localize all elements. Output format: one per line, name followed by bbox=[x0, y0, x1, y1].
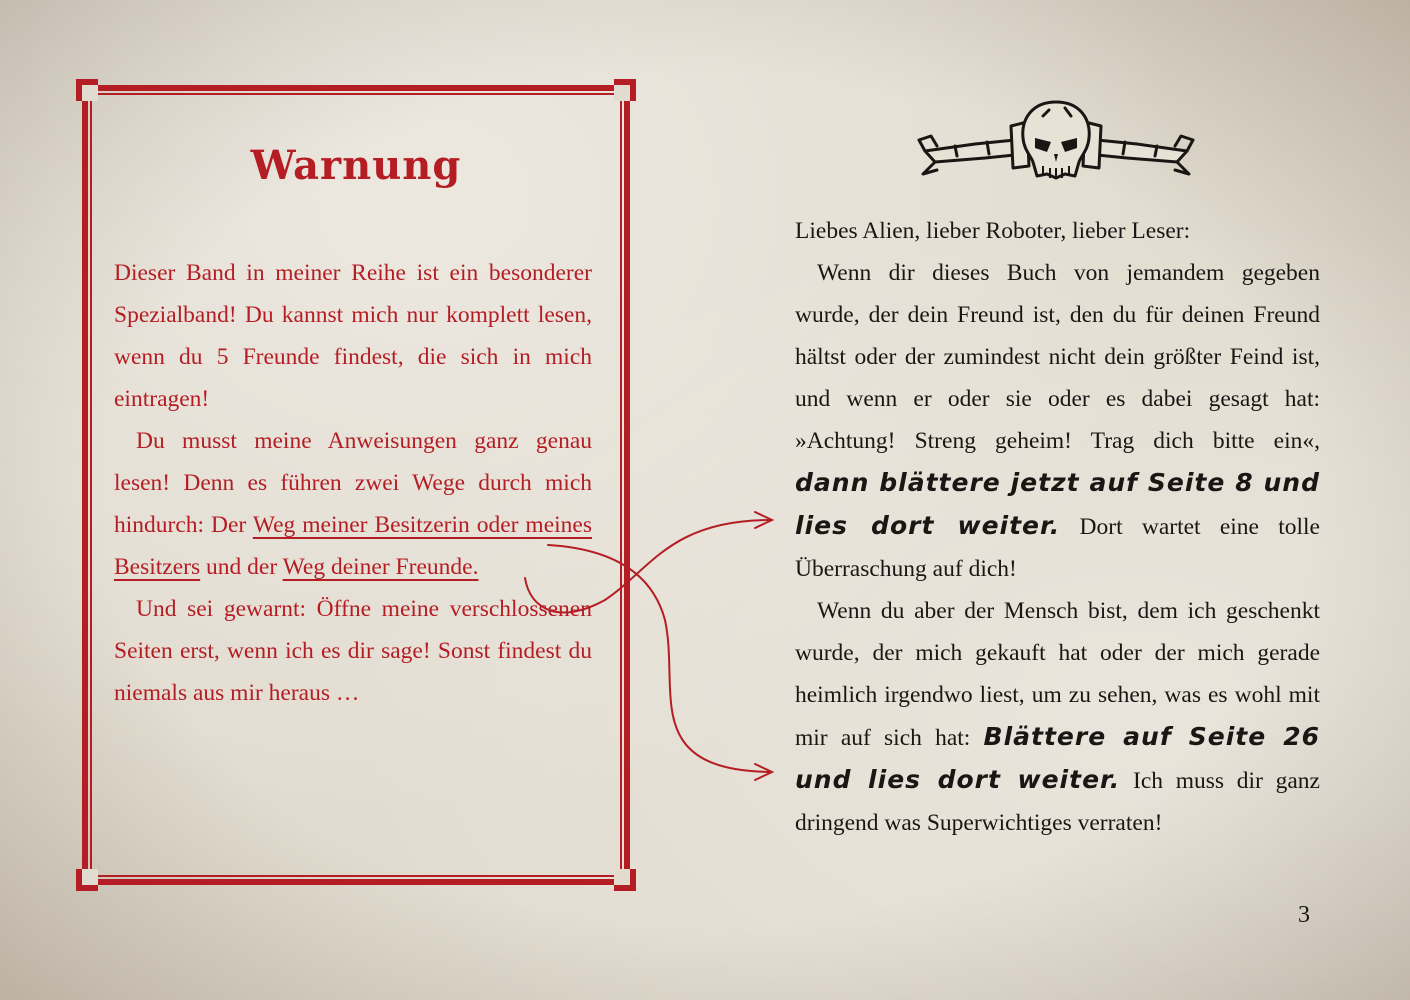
warning-paragraph-3: Und sei gewarnt: Öffne meine verschlossenen Seiten erst, wenn ich es dir sage! Sonst findest du niemals aus mir heraus … bbox=[114, 596, 592, 706]
letter-p1-start: Wenn dir dieses Buch von jemandem gegeben wurde, der dein Freund ist, den du für deinen Freund hältst oder der zumindest nicht dein größter Feind ist, und wenn er oder sie oder es dabei gesagt hat: »Achtung! Streng geheim! Trag dich bitte ein«, bbox=[795, 260, 1320, 454]
warning-p2-mid: und der bbox=[200, 554, 283, 580]
frame-corner bbox=[614, 869, 636, 891]
page-number: 3 bbox=[1298, 902, 1310, 928]
warning-paragraph-1: Dieser Band in meiner Reihe ist ein besonderer Spezialband! Du kannst mich nur komplett lesen, wenn du 5 Freunde findest, die sich in mich eintragen! bbox=[114, 260, 592, 412]
arrowhead-page-26 bbox=[755, 764, 772, 780]
frame-corner bbox=[76, 79, 98, 101]
letter-paragraph-2 bbox=[795, 590, 1320, 844]
warning-p2-start: Du musst meine Anweisungen ganz genau lesen! Denn es führen zwei Wege durch mich hindurch: Der bbox=[114, 428, 592, 538]
warning-text bbox=[114, 252, 592, 714]
letter-p1-end: Dort wartet eine tolle Überraschung auf dich! bbox=[795, 514, 1320, 582]
arrowhead-page-8 bbox=[755, 512, 772, 528]
letter-p2-start: Wenn du aber der Mensch bist, dem ich geschenkt wurde, der mich gekauft hat oder der mich gerade heimlich irgendwo liest, um zu sehen, was es wohl mit mir auf sich hat: bbox=[795, 598, 1320, 751]
frame-corner bbox=[76, 869, 98, 891]
warning-paragraph-2 bbox=[114, 420, 592, 588]
warning-p2-end: . bbox=[472, 554, 479, 580]
warning-title: Warnung bbox=[250, 142, 462, 189]
letter-paragraph-1 bbox=[795, 252, 1320, 590]
instruction-page-8: dann blättere jetzt auf Seite 8 und lies dort weiter. bbox=[795, 468, 1320, 540]
letter-salutation: Liebes Alien, lieber Roboter, lieber Leser: bbox=[795, 218, 1191, 244]
letter-p2-end: Ich muss dir ganz dringend was Superwichtiges verraten! bbox=[795, 768, 1320, 836]
skull-banner-icon bbox=[915, 96, 1197, 192]
letter-text bbox=[795, 210, 1320, 844]
friends-path-link: Weg deiner Freunde bbox=[282, 554, 473, 580]
owner-path-link: Weg meiner Besitzerin oder meines Besitzers bbox=[114, 512, 592, 580]
instruction-page-26: Blättere auf Seite 26 und lies dort weiter. bbox=[795, 722, 1320, 794]
frame-corner bbox=[614, 79, 636, 101]
